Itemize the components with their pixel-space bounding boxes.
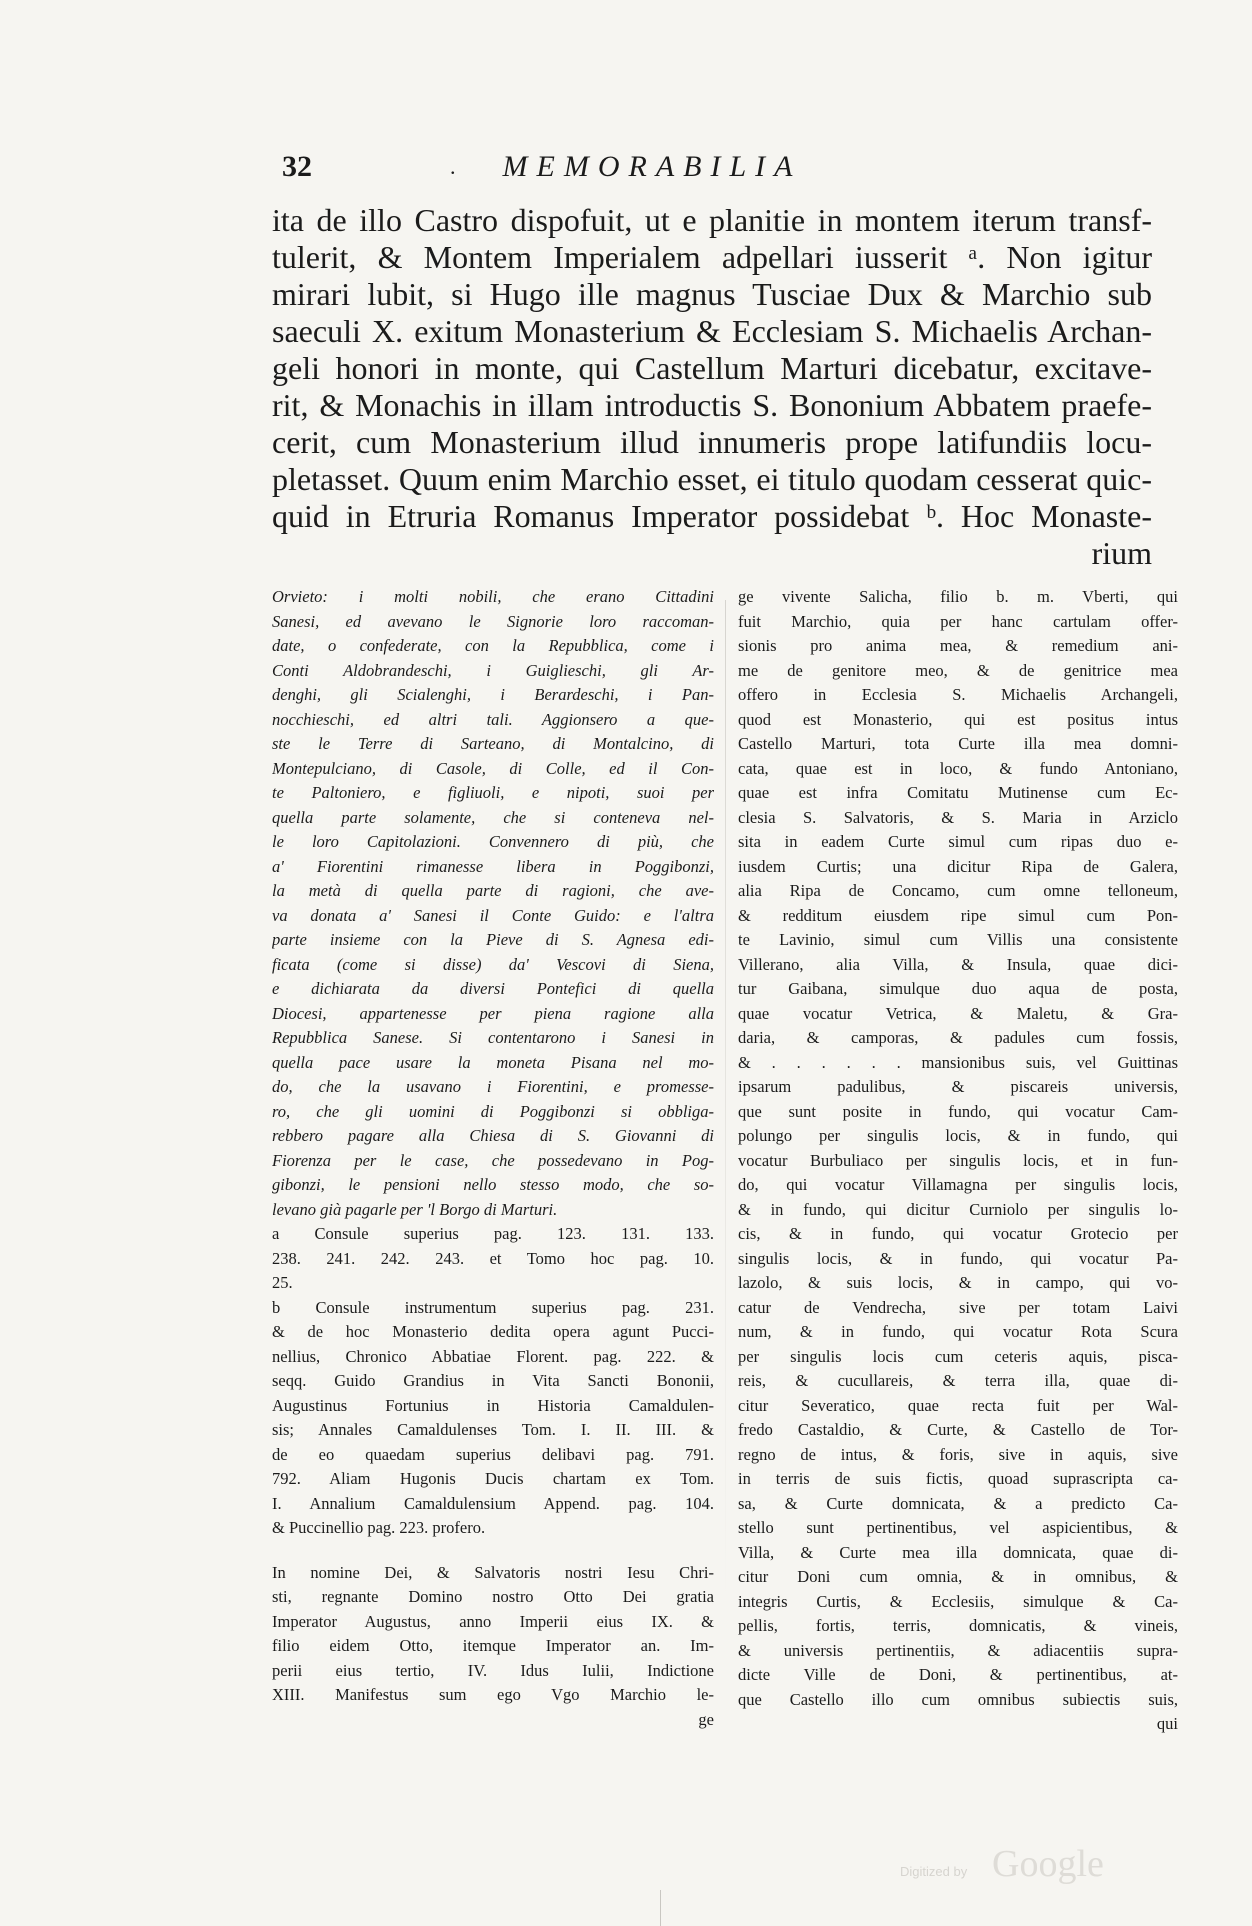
- body-line: pletasset. Quum enim Marchio esset, ei titulo quodam cesserat quic-: [272, 461, 1152, 497]
- note-line: Montepulciano, di Casole, di Colle, ed il Con-: [272, 758, 714, 778]
- charter-line: quae vocatur Vetrica, & Maletu, & Gra-: [738, 1003, 1178, 1023]
- header-dot: .: [450, 154, 456, 179]
- charter-line: que Castello illo cum omnibus subiectis suis,: [738, 1689, 1178, 1709]
- charter-line: quod est Monasterio, qui est positus intus: [738, 709, 1178, 729]
- note-line: ste le Terre di Sarteano, di Montalcino, di: [272, 734, 714, 753]
- note-line: quella pace usare la moneta Pisana nel mo-: [272, 1052, 714, 1072]
- charter-line: te Lavinio, simul cum Villis una consistente: [738, 930, 1178, 949]
- charter-line: sti, regnante Domino nostro Otto Dei gratia: [272, 1587, 714, 1606]
- charter-line: sa, & Curte domnicata, & a predicto Ca-: [738, 1493, 1178, 1513]
- charter-line: filio eidem Otto, itemque Imperator an. Im-: [272, 1636, 714, 1655]
- note-line: gibonzi, le pensioni nello stesso modo, che so-: [272, 1175, 714, 1194]
- spacer: [272, 1541, 714, 1561]
- charter-line: fredo Castaldio, & Curte, & Castello de Tor-: [738, 1420, 1178, 1439]
- charter-line: & redditum eiusdem ripe simul cum Pon-: [738, 905, 1178, 925]
- note-line: Conti Aldobrandeschi, i Guiglieschi, gli Ar-: [272, 660, 714, 680]
- charter-line: Castello Marturi, tota Curte illa mea domni-: [738, 734, 1178, 753]
- body-line: geli honori in monte, qui Castellum Marturi dicebatur, excitave-: [272, 350, 1152, 386]
- reference-line: & Puccinellio pag. 223. profero.: [272, 1518, 486, 1537]
- charter-catchword: qui: [1156, 1714, 1178, 1733]
- reference-line: nellius, Chronico Abbatiae Florent. pag. 222. &: [272, 1346, 714, 1366]
- note-line: do, che la usavano i Fiorentini, e promesse-: [272, 1077, 714, 1096]
- watermark-prefix: Digitized by: [900, 1864, 968, 1879]
- note-line: nocchieschi, ed altri tali. Aggionsero a que-: [272, 709, 714, 729]
- charter-line: regno de intus, & foris, sive in aquis, sive: [738, 1444, 1178, 1464]
- charter-line: offero in Ecclesia S. Michaelis Archangeli,: [738, 685, 1178, 704]
- charter-line: ge vivente Salicha, filio b. m. Vberti, qui: [738, 587, 1178, 606]
- charter-line: alia Ripa de Concamo, cum omne telloneum,: [738, 881, 1178, 900]
- charter-line: tur Gaibana, simulque duo aqua de posta,: [738, 979, 1178, 998]
- note-line: levano già pagarle per 'l Borgo di Marturi.: [272, 1199, 558, 1219]
- note-line: a' Fiorentini rimanesse libera in Poggibonzi,: [272, 856, 714, 876]
- charter-catchword: ge: [698, 1709, 714, 1729]
- body-line: cerit, cum Monasterium illud innumeris prope latifundiis locu-: [272, 424, 1152, 460]
- body-line: saeculi X. exitum Monasterium & Ecclesiam S. Michaelis Archan-: [272, 313, 1152, 349]
- charter-line: integris Curtis, & Ecclesiis, simulque & Ca-: [738, 1591, 1178, 1611]
- charter-line: in terris de suis fictis, quoad suprascripta ca-: [738, 1469, 1178, 1488]
- charter-line: Villerano, alia Villa, & Insula, quae dici-: [738, 954, 1178, 974]
- charter-line: me de genitore meo, & de genitrice mea: [738, 660, 1178, 680]
- note-line: Orvieto: i molti nobili, che erano Cittadini: [272, 587, 714, 606]
- note-line: e dichiarata da diversi Pontefici di quella: [272, 979, 714, 998]
- reference-line: 25.: [272, 1273, 293, 1292]
- body-catchword: rium: [1091, 535, 1152, 571]
- charter-line: In nomine Dei, & Salvatoris nostri Iesu Chri-: [272, 1562, 714, 1582]
- charter-line: reis, & cucullareis, & terra illa, quae di-: [738, 1371, 1178, 1390]
- note-line: quella parte solamente, che si conteneva nel-: [272, 807, 714, 827]
- reference-line: b Consule instrumentum superius pag. 231.: [272, 1297, 714, 1317]
- note-line: denghi, gli Scialenghi, i Berardeschi, i Pan-: [272, 685, 714, 704]
- note-line: date, o confederate, con la Repubblica, come i: [272, 636, 714, 655]
- note-line: la metà di quella parte di ragioni, che ave-: [272, 881, 714, 900]
- charter-line: citur Doni cum omnia, & in omnibus, &: [738, 1567, 1178, 1586]
- charter-line: XIII. Manifestus sum ego Vgo Marchio le-: [272, 1685, 714, 1704]
- charter-line: & in fundo, qui dicitur Curniolo per singulis lo-: [738, 1199, 1178, 1219]
- note-line: parte insieme con la Pieve di S. Agnesa edi-: [272, 930, 714, 949]
- charter-line: ipsarum padulibus, & piscareis universis,: [738, 1077, 1178, 1096]
- charter-line: singulis locis, & in fundo, qui vocatur Pa-: [738, 1248, 1178, 1268]
- charter-line: stello sunt pertinentibus, vel aspicientibus, &: [738, 1518, 1178, 1537]
- reference-line: 238. 241. 242. 243. et Tomo hoc pag. 10.: [272, 1248, 714, 1268]
- note-line: ro, che gli uomini di Poggibonzi si obbliga-: [272, 1101, 714, 1121]
- charter-line: lazolo, & suis locis, & in campo, qui vo-: [738, 1273, 1178, 1292]
- charter-line: quae est infra Comitatu Mutinense cum Ec-: [738, 783, 1178, 802]
- note-line: Repubblica Sanese. Si contentarono i Sanesi in: [272, 1028, 714, 1047]
- note-line: Fiorenza per le case, che possedevano in Pog-: [272, 1150, 714, 1170]
- main-text: [272, 202, 1152, 572]
- charter-line: catur de Vendrecha, sive per totam Laivi: [738, 1297, 1178, 1317]
- charter-line: Villa, & Curte mea illa domnicata, quae di-: [738, 1542, 1178, 1562]
- charter-line: fuit Marchio, quia per hanc cartulam offer-: [738, 611, 1178, 631]
- body-line: mirari lubit, si Hugo ille magnus Tusciae Dux & Marchio sub: [272, 276, 1152, 312]
- reference-line: de eo quaedam superius delibavi pag. 791.: [272, 1444, 714, 1464]
- reference-line: 792. Aliam Hugonis Ducis chartam ex Tom.: [272, 1469, 714, 1488]
- page-number: 32: [282, 150, 312, 183]
- charter-line: vocatur Burbuliaco per singulis locis, et in fun-: [738, 1150, 1178, 1170]
- note-line: ficata (come si disse) da' Vescovi di Siena,: [272, 954, 714, 974]
- body-line: rit, & Monachis in illam introductis S. Bononium Abbatem praefe-: [272, 387, 1152, 423]
- charter-line: & . . . . . . mansionibus suis, vel Guittinas: [738, 1052, 1178, 1072]
- reference-line: sis; Annales Camaldulenses Tom. I. II. III. &: [272, 1420, 714, 1439]
- charter-line: sionis pro anima mea, & remedium ani-: [738, 636, 1178, 655]
- scan-artifact: [660, 1890, 661, 1926]
- charter-line: pellis, fortis, terris, domnicatis, & vineis,: [738, 1616, 1178, 1635]
- charter-line: perii eius tertio, IV. Idus Iulii, Indictione: [272, 1660, 714, 1680]
- charter-line: Imperator Augustus, anno Imperii eius IX. &: [272, 1611, 714, 1631]
- charter-line: polungo per singulis locis, & in fundo, qui: [738, 1126, 1178, 1145]
- body-line: tulerit, & Montem Imperialem adpellari iusserit ᵃ. Non igitur: [272, 239, 1152, 275]
- reference-line: seqq. Guido Grandius in Vita Sancti Bononii,: [272, 1371, 714, 1390]
- digitization-watermark: [900, 1842, 1160, 1892]
- left-column: [272, 585, 714, 1732]
- running-header: [282, 150, 902, 190]
- charter-line: iusdem Curtis; una dicitur Ripa de Galera,: [738, 856, 1178, 876]
- charter-line: do, qui vocatur Villamagna per singulis locis,: [738, 1175, 1178, 1194]
- charter-line: per singulis locis cum ceteris aquis, pisca-: [738, 1346, 1178, 1366]
- charter-line: que sunt posite in fundo, qui vocatur Cam-: [738, 1101, 1178, 1121]
- column-gutter: [725, 600, 726, 1600]
- note-line: le loro Capitolazioni. Convennero di più, che: [272, 832, 714, 851]
- google-logo-icon: Google: [992, 1843, 1104, 1885]
- charter-line: cata, quae est in loco, & fundo Antoniano,: [738, 758, 1178, 778]
- charter-line: citur Severatico, quae recta fuit per Wal-: [738, 1395, 1178, 1415]
- charter-line: cis, & in fundo, qui vocatur Grotecio per: [738, 1224, 1178, 1243]
- charter-line: & universis pertinentiis, & adiacentiis supra-: [738, 1640, 1178, 1660]
- note-line: va donata a' Sanesi il Conte Guido: e l'altra: [272, 905, 714, 925]
- running-title: MEMORABILIA: [502, 150, 802, 183]
- note-line: Diocesi, appartenesse per piena ragione alla: [272, 1003, 714, 1023]
- reference-line: a Consule superius pag. 123. 131. 133.: [272, 1224, 714, 1243]
- reference-line: & de hoc Monasterio dedita opera agunt Pucci-: [272, 1322, 714, 1341]
- charter-line: sita in eadem Curte simul cum ripas duo e-: [738, 832, 1178, 851]
- reference-line: Augustinus Fortunius in Historia Camaldulen-: [272, 1395, 714, 1415]
- charter-line: daria, & camporas, & padules cum fossis,: [738, 1028, 1178, 1047]
- note-line: te Paltoniero, e figliuoli, e nipoti, suoi per: [272, 783, 714, 802]
- charter-line: num, & in fundo, qui vocatur Rota Scura: [738, 1322, 1178, 1341]
- body-line: ita de illo Castro dispofuit, ut e planitie in montem iterum transf-: [272, 202, 1152, 238]
- charter-line: dicte Ville de Doni, & pertinentibus, at-: [738, 1665, 1178, 1684]
- right-column: [738, 585, 1178, 1737]
- note-line: rebbero pagare alla Chiesa di S. Giovanni di: [272, 1126, 714, 1145]
- reference-line: I. Annalium Camaldulensium Append. pag. 104.: [272, 1493, 714, 1513]
- body-line: quid in Etruria Romanus Imperator possidebat ᵇ. Hoc Monaste-: [272, 498, 1152, 534]
- note-line: Sanesi, ed avevano le Signorie loro raccoman-: [272, 611, 714, 631]
- charter-line: clesia S. Salvatoris, & S. Maria in Arziclo: [738, 807, 1178, 827]
